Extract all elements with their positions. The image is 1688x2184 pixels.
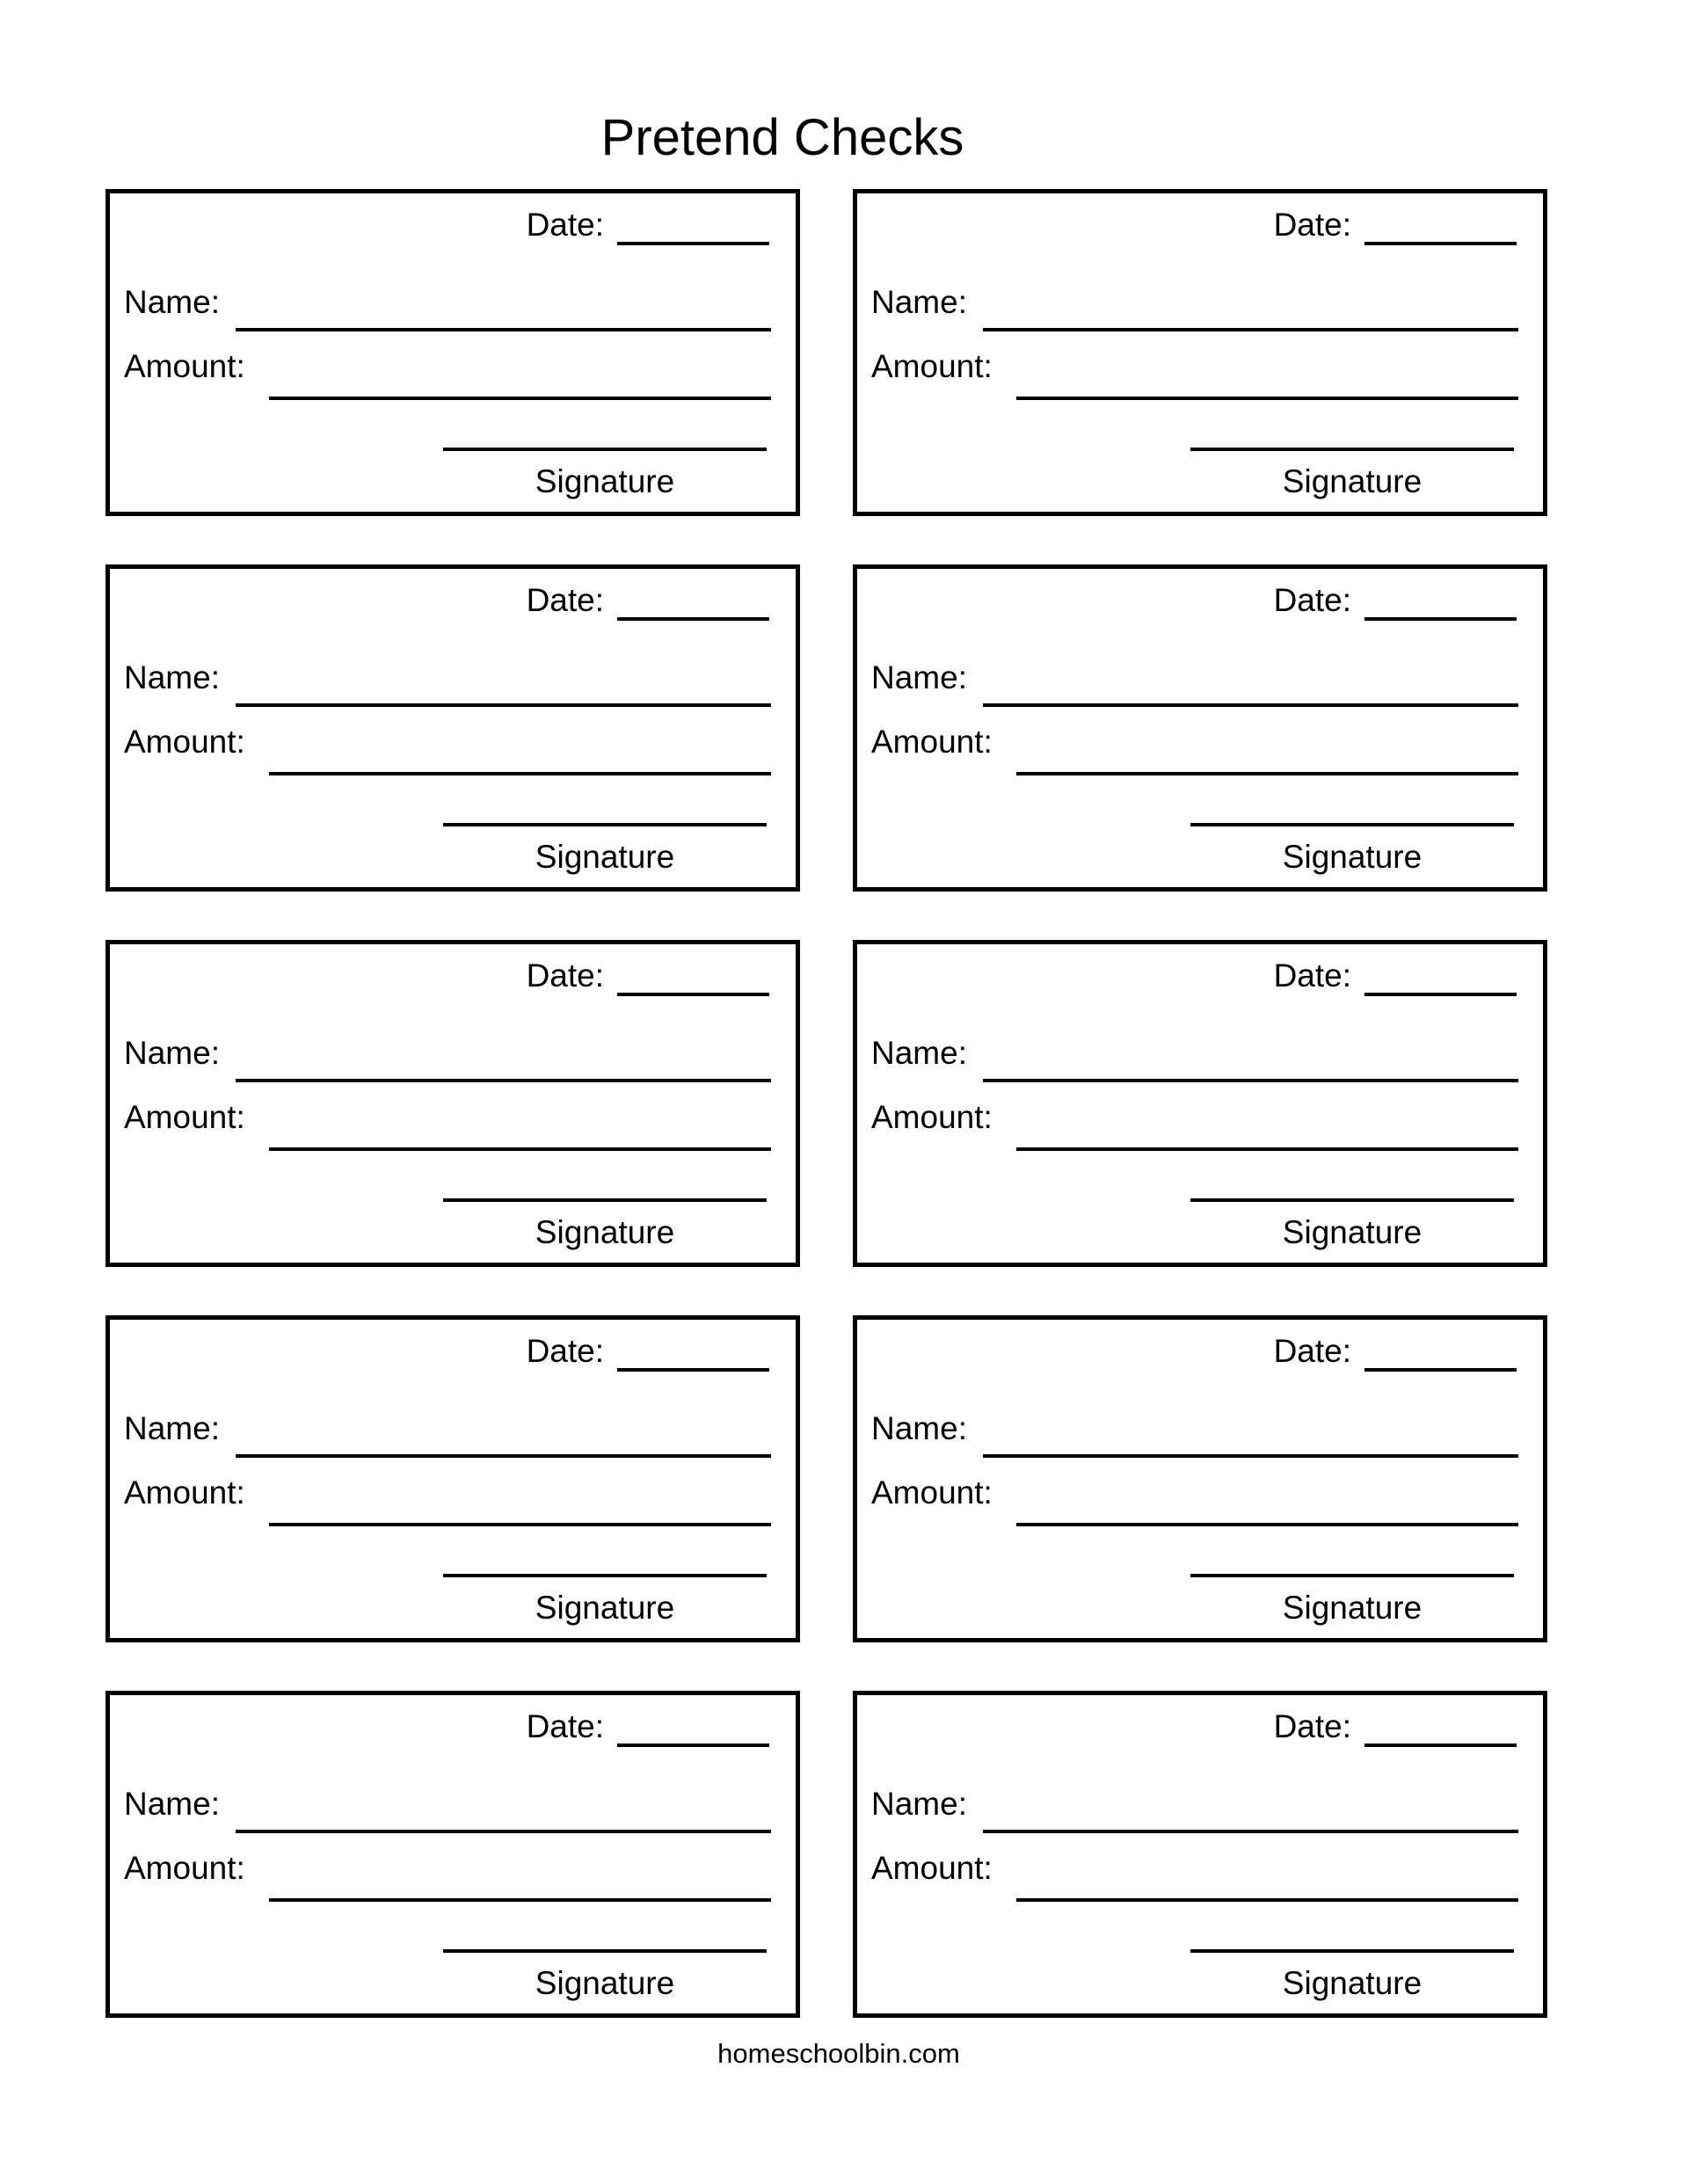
name-blank-line — [983, 703, 1518, 707]
date-label: Date: — [1273, 957, 1351, 994]
amount-label: Amount: — [871, 1474, 993, 1511]
name-label: Name: — [871, 1035, 967, 1071]
signature-label: Signature — [535, 1590, 675, 1626]
name-label: Name: — [124, 284, 220, 320]
signature-blank-line — [443, 1949, 767, 1953]
pretend-check — [106, 189, 800, 516]
name-blank-line — [236, 1454, 771, 1458]
name-label: Name: — [871, 659, 967, 695]
amount-label: Amount: — [871, 724, 993, 760]
signature-label: Signature — [535, 839, 675, 875]
date-blank-line — [1364, 617, 1517, 621]
name-blank-line — [983, 328, 1518, 331]
date-blank-line — [617, 993, 769, 996]
name-blank-line — [983, 1454, 1518, 1458]
date-blank-line — [617, 1744, 769, 1747]
pretend-check — [106, 1691, 800, 2018]
amount-blank-line — [269, 397, 771, 400]
date-label: Date: — [1273, 1708, 1351, 1744]
pretend-check — [853, 940, 1547, 1267]
signature-blank-line — [1190, 823, 1514, 826]
signature-label: Signature — [1282, 839, 1422, 875]
signature-block — [1190, 1574, 1514, 1627]
pretend-check — [853, 564, 1547, 892]
amount-label: Amount: — [124, 724, 245, 760]
date-label: Date: — [526, 1333, 604, 1369]
date-blank-line — [1364, 993, 1517, 996]
signature-blank-line — [1190, 448, 1514, 451]
date-label: Date: — [1273, 1333, 1351, 1369]
signature-label: Signature — [1282, 1214, 1422, 1250]
date-blank-line — [617, 1368, 769, 1372]
checks-grid — [106, 189, 1547, 2018]
signature-blank-line — [443, 448, 767, 451]
amount-label: Amount: — [871, 1850, 993, 1886]
signature-blank-line — [443, 1574, 767, 1577]
date-blank-line — [1364, 242, 1517, 245]
date-label: Date: — [1273, 207, 1351, 243]
signature-label: Signature — [535, 1214, 675, 1250]
signature-block — [1190, 1949, 1514, 2003]
name-blank-line — [236, 703, 771, 707]
amount-blank-line — [1016, 772, 1518, 775]
name-blank-line — [983, 1830, 1518, 1833]
amount-blank-line — [1016, 1898, 1518, 1902]
page-title: Pretend Checks — [600, 109, 964, 166]
name-label: Name: — [124, 1786, 220, 1822]
pretend-check — [106, 940, 800, 1267]
signature-block — [443, 448, 767, 501]
pretend-check — [853, 189, 1547, 516]
name-blank-line — [236, 328, 771, 331]
name-blank-line — [236, 1079, 771, 1082]
signature-block — [1190, 823, 1514, 877]
signature-label: Signature — [535, 463, 675, 499]
pretend-check — [853, 1315, 1547, 1642]
amount-label: Amount: — [871, 348, 993, 384]
date-label: Date: — [526, 957, 604, 994]
name-label: Name: — [871, 284, 967, 320]
name-blank-line — [236, 1830, 771, 1833]
signature-block — [443, 1949, 767, 2003]
amount-blank-line — [1016, 1523, 1518, 1526]
signature-blank-line — [443, 1198, 767, 1202]
pretend-check — [853, 1691, 1547, 2018]
signature-blank-line — [1190, 1574, 1514, 1577]
pretend-check — [106, 1315, 800, 1642]
amount-blank-line — [269, 1898, 771, 1902]
date-label: Date: — [526, 582, 604, 618]
signature-label: Signature — [1282, 463, 1422, 499]
name-label: Name: — [124, 1410, 220, 1446]
date-label: Date: — [526, 1708, 604, 1744]
amount-label: Amount: — [124, 348, 245, 384]
name-label: Name: — [871, 1786, 967, 1822]
date-blank-line — [1364, 1744, 1517, 1747]
name-blank-line — [983, 1079, 1518, 1082]
name-label: Name: — [871, 1410, 967, 1446]
amount-blank-line — [269, 1147, 771, 1151]
amount-blank-line — [269, 1523, 771, 1526]
date-blank-line — [617, 617, 769, 621]
amount-label: Amount: — [871, 1099, 993, 1135]
pretend-check — [106, 564, 800, 892]
signature-label: Signature — [1282, 1965, 1422, 2001]
date-blank-line — [617, 242, 769, 245]
signature-block — [1190, 448, 1514, 501]
signature-label: Signature — [535, 1965, 675, 2001]
amount-label: Amount: — [124, 1099, 245, 1135]
amount-blank-line — [1016, 1147, 1518, 1151]
signature-block — [1190, 1198, 1514, 1252]
signature-label: Signature — [1282, 1590, 1422, 1626]
signature-block — [443, 1574, 767, 1627]
signature-block — [443, 823, 767, 877]
signature-blank-line — [1190, 1949, 1514, 1953]
signature-block — [443, 1198, 767, 1252]
name-label: Name: — [124, 659, 220, 695]
signature-blank-line — [1190, 1198, 1514, 1202]
amount-label: Amount: — [124, 1850, 245, 1886]
date-label: Date: — [1273, 582, 1351, 618]
signature-blank-line — [443, 823, 767, 826]
footer-website-url: homeschoolbin.com — [717, 2038, 960, 2069]
amount-blank-line — [1016, 397, 1518, 400]
amount-blank-line — [269, 772, 771, 775]
name-label: Name: — [124, 1035, 220, 1071]
date-label: Date: — [526, 207, 604, 243]
amount-label: Amount: — [124, 1474, 245, 1511]
date-blank-line — [1364, 1368, 1517, 1372]
